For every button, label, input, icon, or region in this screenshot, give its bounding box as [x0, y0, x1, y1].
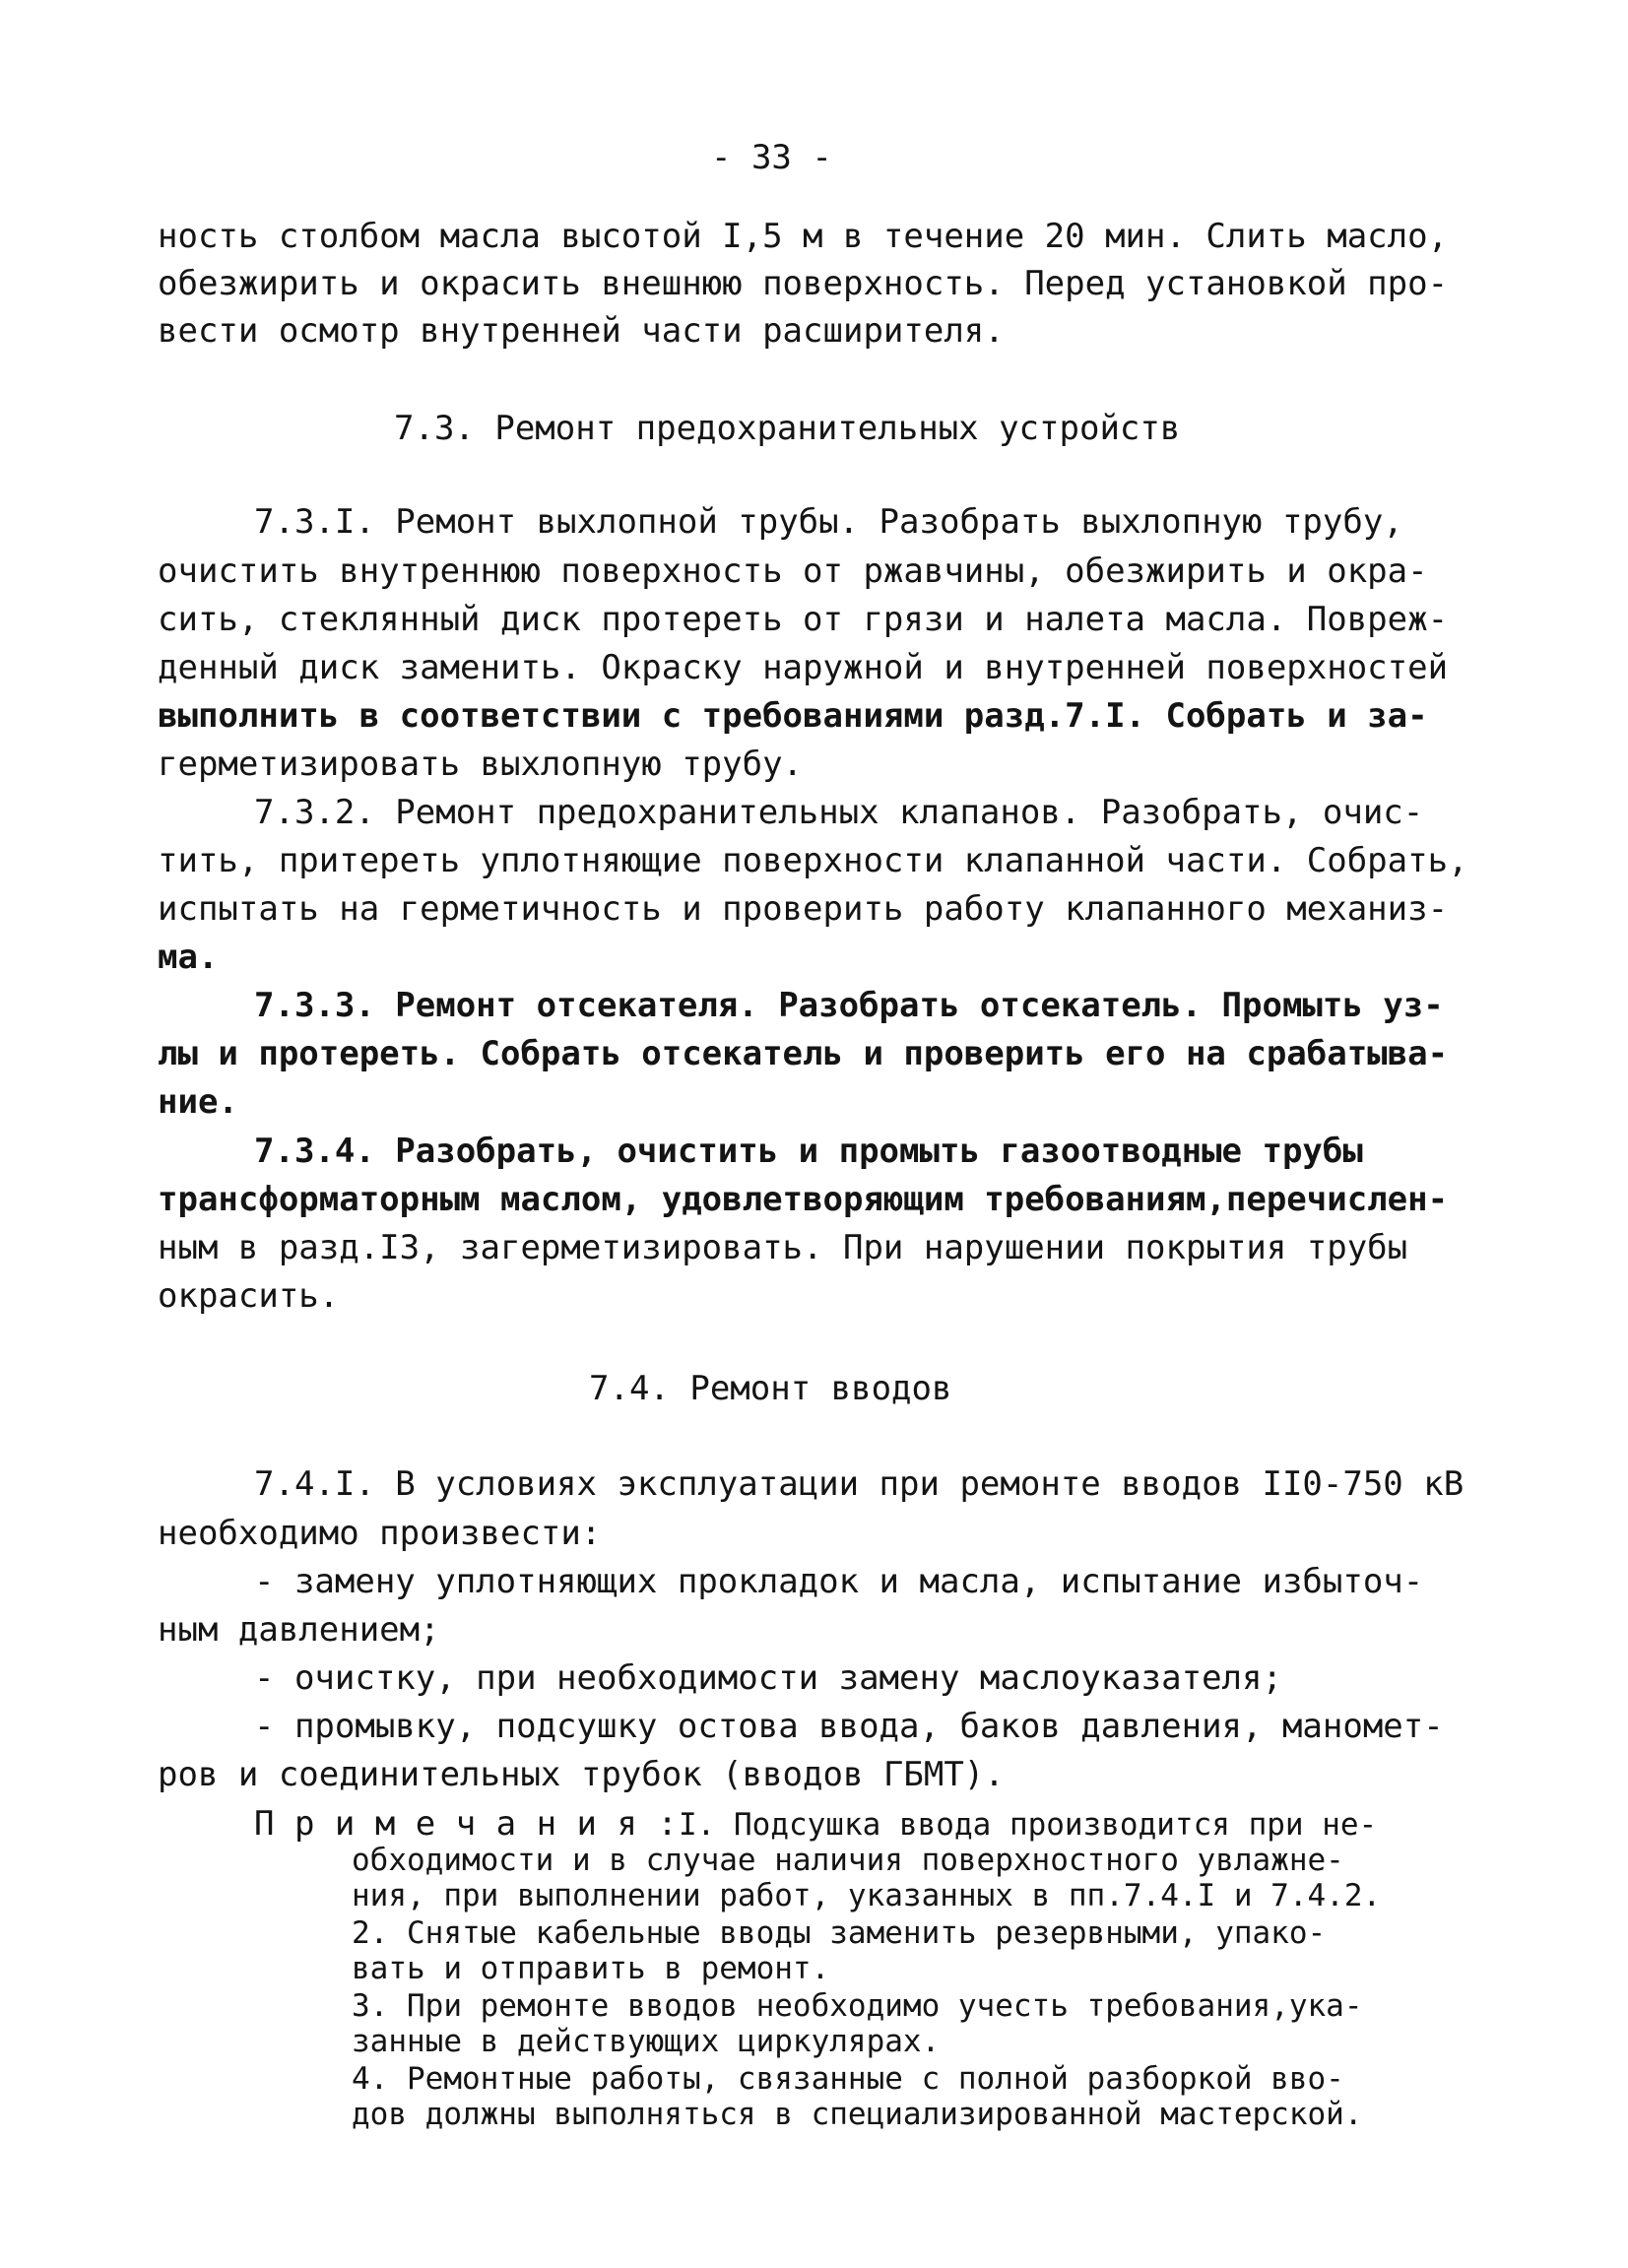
p734-line-2: трансформаторным маслом, удовлетворяющим требованиям,перечислен-: [158, 1180, 1449, 1219]
p731-line-4: денный диск заменить. Окраску наружной и внутренней поверхностей: [158, 648, 1449, 687]
p731-line-1: 7.3.I. Ремонт выхлопной трубы. Разобрать выхлопную трубу,: [254, 502, 1403, 542]
p734-line-3: ным в разд.I3, загерметизировать. При нарушении покрытия трубы: [158, 1228, 1408, 1267]
p732-line-1: 7.3.2. Ремонт предохранительных клапанов. Разобрать, очис-: [254, 793, 1424, 832]
note-4-line-1: 4. Ремонтные работы, связанные с полной разборкой вво-: [352, 2061, 1344, 2097]
p732-line-3: испытать на герметичность и проверить работу клапанного механиз-: [158, 889, 1449, 929]
intro-line-2: обезжирить и окрасить внешнюю поверхность. Перед установкой про-: [158, 264, 1449, 303]
note-3-line-2: занные в действующих циркулярах.: [352, 2024, 941, 2059]
p741-line-2: необходимо произвести:: [158, 1514, 602, 1553]
p741-line-1: 7.4.I. В условиях эксплуатации при ремонте вводов II0-750 кВ: [254, 1464, 1465, 1504]
note-2-line-2: вать и отправить в ремонт.: [352, 1951, 830, 1986]
list-item-3-line-2: ров и соединительных трубок (вводов ГБМТ).: [158, 1755, 1005, 1794]
p731-line-5: выполнить в соответствии с требованиями разд.7.I. Собрать и за-: [158, 696, 1428, 736]
intro-line-3: вести осмотр внутренней части расширителя.: [158, 311, 1005, 351]
p734-line-1: 7.3.4. Разобрать, очистить и промыть газоотводные трубы: [254, 1132, 1363, 1171]
list-item-1-line-1: - замену уплотняющих прокладок и масла, испытание избыточ-: [254, 1562, 1424, 1601]
note-1-line-3: ния, при выполнении работ, указанных в пп.7.4.I и 7.4.2.: [352, 1878, 1382, 1913]
p732-line-4: ма.: [158, 938, 219, 977]
p733-line-3: ние.: [158, 1082, 238, 1122]
note-2-line-1: 2. Снятые кабельные вводы заменить резервными, упако-: [352, 1915, 1327, 1951]
page-number: - 33 -: [711, 138, 832, 177]
p734-line-4: окрасить.: [158, 1276, 340, 1316]
note-1-line-1: I. Подсушка ввода производится при не-: [679, 1807, 1378, 1843]
intro-line-1: ность столбом масла высотой I,5 м в течение 20 мин. Слить масло,: [158, 217, 1449, 256]
section-7-4-heading: 7.4. Ремонт вводов: [589, 1369, 952, 1408]
p732-line-2: тить, притереть уплотняющие поверхности клапанной части. Собрать,: [158, 841, 1468, 880]
list-item-2-line-1: - очистку, при необходимости замену маслоуказателя;: [254, 1658, 1282, 1698]
note-4-line-2: дов должны выполняться в специализированной мастерской.: [352, 2097, 1363, 2132]
list-item-3-line-1: - промывку, подсушку остова ввода, баков давления, маномет-: [254, 1707, 1444, 1746]
p731-line-2: очистить внутреннюю поверхность от ржавчины, обезжирить и окра-: [158, 551, 1428, 591]
note-3-line-1: 3. При ремонте вводов необходимо учесть требования,ука-: [352, 1988, 1363, 2024]
notes-label: П р и м е ч а н и я :: [254, 1804, 678, 1844]
note-1-line-2: обходимости и в случае наличия поверхностного увлажне-: [352, 1843, 1344, 1878]
p733-line-2: лы и протереть. Собрать отсекатель и проверить его на срабатыва-: [158, 1034, 1449, 1073]
list-item-1-line-2: ным давлением;: [158, 1610, 440, 1650]
section-7-3-heading: 7.3. Ремонт предохранительных устройств: [394, 409, 1181, 448]
p733-line-1: 7.3.3. Ремонт отсекателя. Разобрать отсекатель. Промыть уз-: [254, 986, 1444, 1025]
p731-line-6: герметизировать выхлопную трубу.: [158, 745, 804, 784]
p731-line-3: сить, стеклянный диск протереть от грязи и налета масла. Повреж-: [158, 600, 1449, 639]
